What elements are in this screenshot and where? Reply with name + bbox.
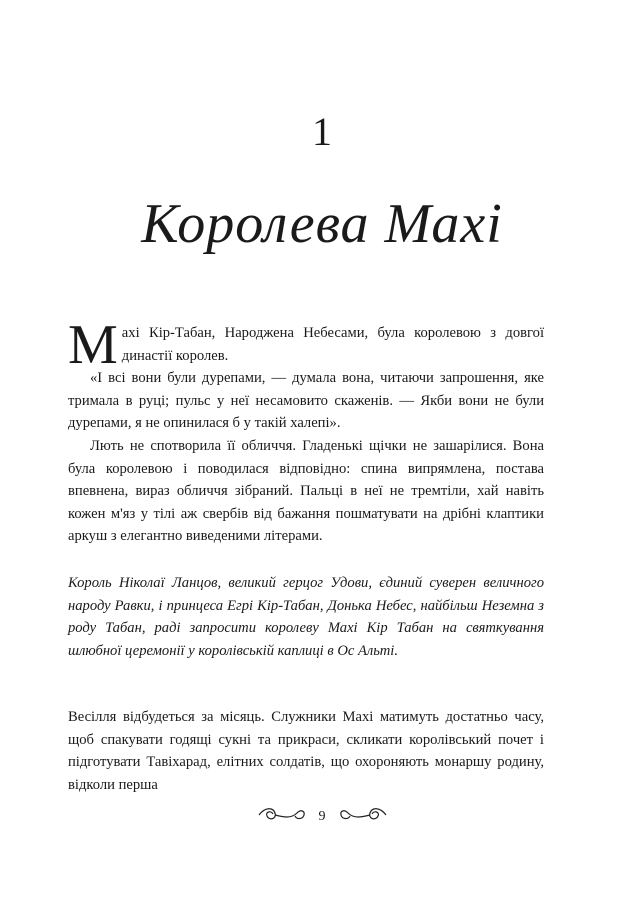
- page-footer: [0, 800, 644, 834]
- drop-cap: М: [68, 314, 118, 376]
- invitation-text: Король Ніколаї Ланцов, великий герцог Удови, єдиний суверен величного народу Равки, і принцеса Егрі Кір-Табан, Донька Небес, найбільш Неземна з роду Табан, раді запросити королеву Махі Кір Табан на святкування шлюбної церемонії у королівській каплиці в Ос Альті.: [68, 575, 544, 659]
- ornament-flourish-right-icon: [338, 805, 388, 830]
- paragraph-4: Весілля відбудеться за місяць. Служники Махі матимуть достатньо часу, щоб спакувати годящі сукні та прикраси, скликати королівський почет і підготувати Тавіхарад, елітних солдатів, що охороняють монаршу родину, відколи перша: [68, 709, 544, 793]
- paragraph-1-text: ахі Кір-Табан, Народжена Небесами, була королевою з довгої династії королев.: [121, 325, 544, 364]
- ornament-flourish-left-icon: [257, 805, 307, 830]
- paragraph-1: [68, 314, 544, 376]
- body-section-b: [68, 706, 544, 796]
- page-number: 9: [318, 809, 326, 824]
- paragraph-2: «І всі вони були дурепами, — думала вона, читаючи запрошення, яке тримала в руці; пульс у неї несамовито скаженів. — Якби вони не були дурепами, я не опинилася б у такій халепі».: [68, 370, 544, 432]
- body-section-a: [68, 314, 544, 548]
- chapter-title: Королева Махі: [141, 193, 503, 255]
- paragraph-3: Лють не спотворила її обличчя. Гладенькі щічки не зашарілися. Вона була королевою і поводилася відповідно: спина випрямлена, постава впевнена, вираз обличчя зібраний. Пальці в неї не тремтіли, хай навіть кожен м'яз у тілі аж свербів від бажання пошматувати на дрібні клаптики аркуш з елегантно виведеними літерами.: [68, 437, 544, 545]
- chapter-number: 1: [312, 109, 332, 154]
